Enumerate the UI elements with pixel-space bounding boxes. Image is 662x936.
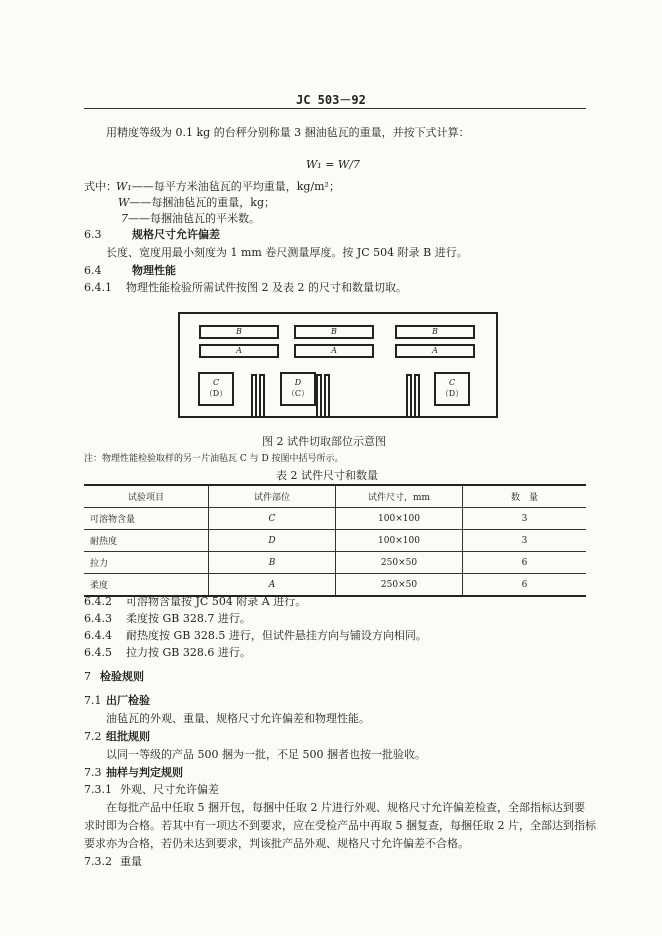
table-cell: B xyxy=(209,552,336,574)
specimen-strip-a: A xyxy=(294,344,374,358)
table-row xyxy=(84,508,586,530)
cut-slot xyxy=(406,374,412,416)
table-cell: 3 xyxy=(463,530,587,552)
table-cell: 250×50 xyxy=(336,552,463,574)
table-cell: 250×50 xyxy=(336,574,463,597)
section-6-4-3: 6.4.3 柔度按 GB 328.7 进行。 xyxy=(84,612,251,625)
section-6-3-heading: 6.3 规格尺寸允许偏差 xyxy=(84,228,220,241)
where-lead: 式中： xyxy=(84,180,117,193)
table-cell: 可溶物含量 xyxy=(84,508,209,530)
section-7-2-text: 以同一等级的产品 500 捆为一批，不足 500 捆者也按一批验收。 xyxy=(106,748,426,761)
specimen-strip-b: B xyxy=(199,325,279,339)
where-item: W₁——每平方米油毡瓦的平均重量，kg/m²； xyxy=(116,180,340,193)
section-7-1-heading: 7.1 出厂检验 xyxy=(84,694,150,707)
cut-slot xyxy=(324,374,330,416)
table-header-cell: 试件部位 xyxy=(209,485,336,508)
formula: W₁ = W/7 xyxy=(306,158,360,171)
table-2 xyxy=(84,484,586,597)
table-header-cell: 试验项目 xyxy=(84,485,209,508)
cut-slot xyxy=(414,374,420,416)
table-cell: 耐热度 xyxy=(84,530,209,552)
section-6-4-1: 6.4.1 物理性能检验所需试件按图 2 及表 2 的尺寸和数量切取。 xyxy=(84,281,407,294)
intro-text: 用精度等级为 0.1 kg 的台秤分别称量 3 捆油毡瓦的重量，并按下式计算： xyxy=(106,126,470,139)
section-6-4-5: 6.4.5 拉力按 GB 328.6 进行。 xyxy=(84,646,251,659)
table-row xyxy=(84,530,586,552)
table-cell: 柔度 xyxy=(84,574,209,597)
section-7-3-1-line: 要求亦为合格，若仍未达到要求，判该批产品外观、规格尺寸允许偏差不合格。 xyxy=(84,837,469,850)
section-7-3-1-heading: 7.3.1 外观、尺寸允许偏差 xyxy=(84,783,219,796)
section-7-3-1-line: 求时即为合格。若其中有一项达不到要求，应在受检产品中再取 5 捆复查，每捆任取 2 片，全部达到指标 xyxy=(84,819,596,832)
table-header-row xyxy=(84,485,586,508)
cut-slot xyxy=(259,374,265,416)
specimen-strip-b: B xyxy=(294,325,374,339)
specimen-box: D （C） xyxy=(280,372,316,406)
table-cell: 6 xyxy=(463,574,587,597)
table-cell: D xyxy=(209,530,336,552)
where-item: 7——每捆油毡瓦的平米数。 xyxy=(121,212,260,225)
table-row xyxy=(84,552,586,574)
cut-slot xyxy=(316,374,322,416)
section-7-1-text: 油毡瓦的外观、重量、规格尺寸允许偏差和物理性能。 xyxy=(106,712,370,725)
section-6-4-2: 6.4.2 可溶物含量按 JC 504 附录 A 进行。 xyxy=(84,595,307,608)
section-7-heading: 7 检验规则 xyxy=(84,670,144,683)
table-cell: 100×100 xyxy=(336,508,463,530)
figure-note: 注：物理性能检验取样的另一片油毡瓦 C 与 D 按图中括号所示。 xyxy=(84,454,344,464)
section-7-3-heading: 7.3 抽样与判定规则 xyxy=(84,766,183,779)
table-cell: 6 xyxy=(463,552,587,574)
table-cell: 拉力 xyxy=(84,552,209,574)
specimen-box: C （D） xyxy=(434,372,470,406)
where-item: W——每捆油毡瓦的重量，kg； xyxy=(118,196,276,209)
specimen-strip-a: A xyxy=(199,344,279,358)
section-7-3-1-line: 在每批产品中任取 5 捆开包，每捆中任取 2 片进行外观、规格尺寸允许偏差检查，全部指标达到要 xyxy=(106,801,585,814)
specimen-strip-a: A xyxy=(395,344,475,358)
table-cell: A xyxy=(209,574,336,597)
cut-slot xyxy=(251,374,257,416)
specimen-strip-b: B xyxy=(395,325,475,339)
table-header-cell: 试件尺寸，mm xyxy=(336,485,463,508)
page-header-code: JC 503－92 xyxy=(296,93,366,107)
section-6-4-4: 6.4.4 耐热度按 GB 328.5 进行，但试件悬挂方向与铺设方向相同。 xyxy=(84,629,427,642)
table-cell: C xyxy=(209,508,336,530)
table-cell: 100×100 xyxy=(336,530,463,552)
figure-caption: 图 2 试件切取部位示意图 xyxy=(262,435,386,448)
section-7-2-heading: 7.2 组批规则 xyxy=(84,730,150,743)
header-rule xyxy=(84,108,586,109)
table-header-cell: 数 量 xyxy=(463,485,587,508)
section-6-4-heading: 6.4 物理性能 xyxy=(84,264,176,277)
table-cell: 3 xyxy=(463,508,587,530)
specimen-box: C （D） xyxy=(198,372,234,406)
section-6-3-text: 长度、宽度用最小刻度为 1 mm 卷尺测量厚度。按 JC 504 附录 B 进行。 xyxy=(106,246,468,259)
section-7-3-2-heading: 7.3.2 重量 xyxy=(84,855,142,868)
table-title: 表 2 试件尺寸和数量 xyxy=(276,469,378,482)
